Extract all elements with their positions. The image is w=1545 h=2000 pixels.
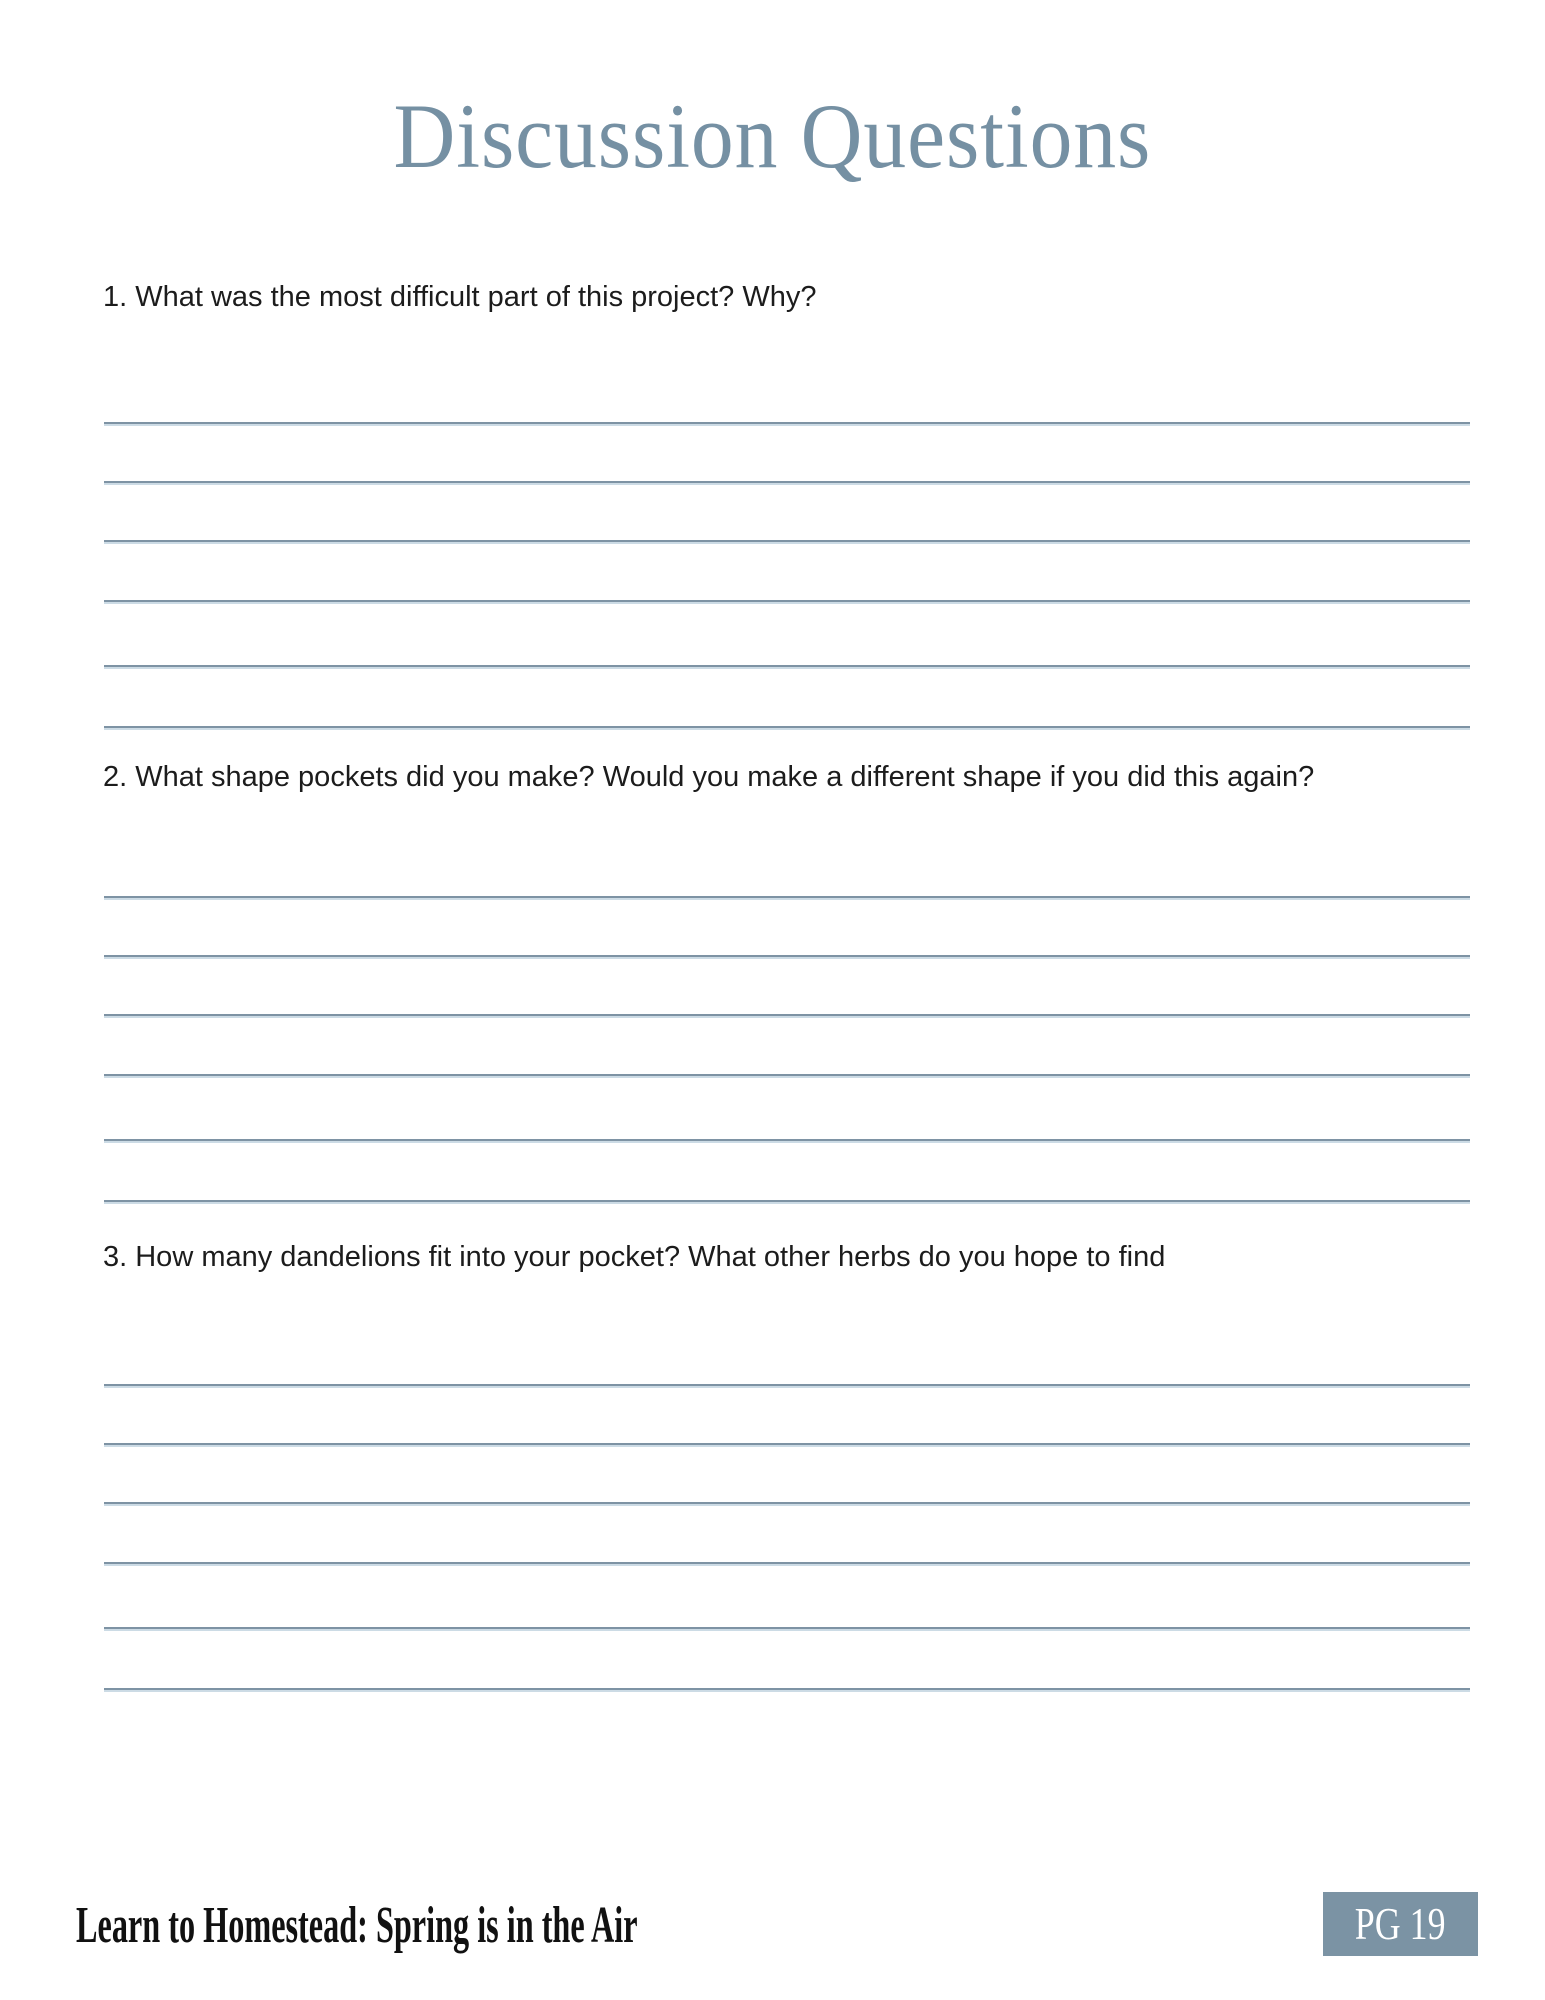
answer-line xyxy=(104,1502,1470,1506)
answer-line xyxy=(104,1200,1470,1204)
answer-line xyxy=(104,1074,1470,1078)
answer-lines-group xyxy=(104,422,1470,732)
answer-lines-group xyxy=(104,896,1470,1206)
footer-title-text: Learn to Homestead: Spring is in the Air xyxy=(76,1897,638,1954)
footer-title xyxy=(76,1897,982,1954)
answer-line xyxy=(104,481,1470,485)
page-title-text: Discussion Questions xyxy=(393,85,1152,187)
answer-line xyxy=(104,422,1470,426)
question-2: 2. What shape pockets did you make? Would you make a different shape if you did this again? xyxy=(103,761,1315,793)
answer-line xyxy=(104,896,1470,900)
answer-line xyxy=(104,1627,1470,1631)
answer-line xyxy=(104,1139,1470,1143)
question-3: 3. How many dandelions fit into your pocket? What other herbs do you hope to find xyxy=(103,1241,1166,1273)
page-number-text: PG 19 xyxy=(1355,1898,1446,1949)
answer-line xyxy=(104,1688,1470,1692)
answer-line xyxy=(104,1384,1470,1388)
answer-line xyxy=(104,1562,1470,1566)
answer-line xyxy=(104,1014,1470,1018)
answer-line xyxy=(104,665,1470,669)
page-number-badge xyxy=(1323,1892,1478,1956)
page-title xyxy=(0,85,1545,187)
answer-line xyxy=(104,955,1470,959)
question-1: 1. What was the most difficult part of this project? Why? xyxy=(103,281,817,313)
answer-line xyxy=(104,726,1470,730)
answer-line xyxy=(104,1443,1470,1447)
answer-line xyxy=(104,540,1470,544)
answer-lines-group xyxy=(104,1384,1470,1694)
answer-line xyxy=(104,600,1470,604)
